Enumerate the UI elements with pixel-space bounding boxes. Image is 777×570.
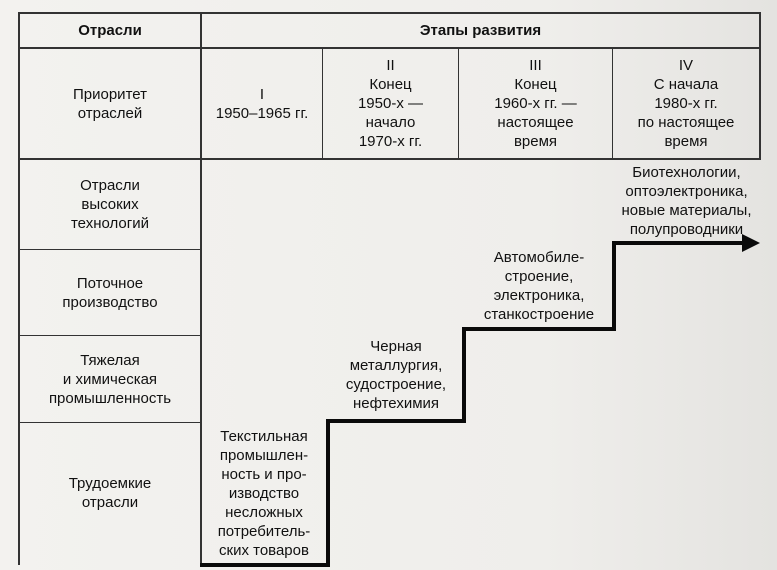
step-content-labor-intensive: Текстильная промышлен- ность и про- изводство несложных потребитель- ских товаров (217, 427, 311, 559)
staircase-bottom (200, 563, 330, 567)
step-content-heavy-chemical: Черная металлургия, судостроение, нефтехимия (345, 338, 447, 412)
step-content-high-tech: Биотехнологии, оптоэлектроника, новые материалы, полупроводники (621, 163, 752, 238)
branch-label-heavy-chemical: Тяжелая и химическая промышленность (48, 351, 172, 407)
stage-4-period: IV С начала 1980-х гг. по настоящее время (637, 57, 735, 150)
staircase-step-3 (612, 241, 746, 245)
branch-label-flow-production: Поточное производство (62, 274, 158, 311)
branch-label-labor-intensive: Трудоемкие отрасли (68, 475, 152, 511)
staircase-riser-2 (462, 327, 466, 423)
staircase-step-2 (462, 327, 616, 331)
step-content-flow-production: Автомобиле- строение, электроника, станкостроение (483, 249, 595, 323)
stage-3-period: III Конец 1960-х гг. — настоящее время (494, 57, 577, 150)
branches-header: Отрасли (78, 22, 142, 39)
stage-1-period: I 1950–1965 гг. (215, 85, 309, 122)
priority-row-label: Приоритет отраслей (73, 85, 147, 122)
staircase-step-1 (326, 419, 466, 423)
branch-label-high-tech: Отрасли высоких технологий (70, 177, 149, 232)
stages-header: Этапы развития (419, 22, 542, 39)
staircase-riser-3 (612, 241, 616, 331)
stage-2-period: II Конец 1950-х — начало 1970-х гг. (357, 57, 424, 150)
staircase-riser-1 (326, 419, 330, 567)
table-border-right (759, 12, 761, 160)
